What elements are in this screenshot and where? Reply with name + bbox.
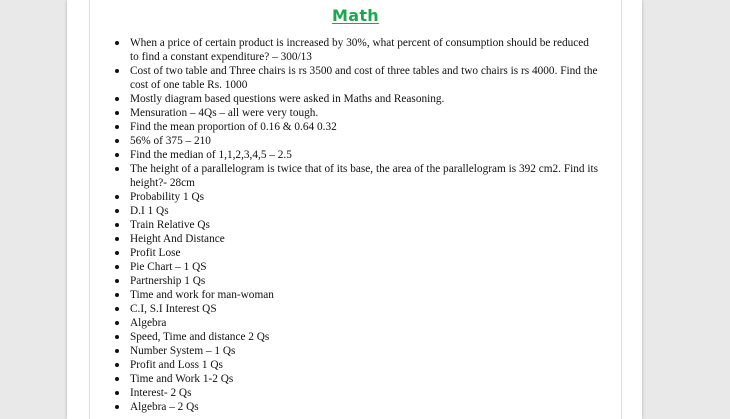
list-item: Algebra – 2 Qs — [130, 400, 600, 414]
list-item: 56% of 375 – 210 — [130, 134, 600, 148]
list-item: Height And Distance — [130, 232, 600, 246]
list-item: Interest- 2 Qs — [130, 386, 600, 400]
list-item: C.I, S.I Interest QS — [130, 302, 600, 316]
list-item: The height of a parallelogram is twice that of its base, the area of the parallelogram is 392 cm2. Find its height?- 28cm — [130, 163, 599, 189]
list-item: Profit and Loss 1 Qs — [130, 358, 600, 372]
list-item: Speed, Time and distance 2 Qs — [130, 330, 600, 344]
list-item: Mostly diagram based questions were asked in Maths and Reasoning. — [130, 92, 600, 106]
list-item: Algebra — [130, 316, 600, 330]
list-item: Time and work for man-woman — [130, 288, 600, 302]
document-page — [67, 0, 642, 419]
list-item: Number System – 1 Qs — [130, 344, 600, 358]
list-item: Find the mean proportion of 0.16 & 0.64 0.32 — [130, 120, 600, 134]
list-item: Profit Lose — [130, 246, 600, 260]
list-item: Probability 1 Qs — [130, 190, 600, 204]
list-item: Partnership 1 Qs — [130, 274, 600, 288]
list-item: Mensuration – 4Qs – all were very tough. — [130, 106, 600, 120]
list-item: Find the median of 1,1,2,3,4,5 – 2.5 — [130, 148, 600, 162]
document-title: Math — [332, 6, 379, 25]
list-item: Time and Work 1-2 Qs — [130, 372, 600, 386]
list-item: Train Relative Qs — [130, 218, 600, 232]
page-content — [89, 0, 622, 419]
list-item: When a price of certain product is increased by 30%, what percent of consumption should be reduced to find a constant expenditure? – 300/13 — [130, 36, 600, 64]
list-item: Cost of two table and Three chairs is rs 3500 and cost of three tables and two chairs is rs 4000. Find the cost of one table Rs. 1000 — [130, 64, 600, 92]
list-item: D.I 1 Qs — [130, 204, 600, 218]
list-item: Pie Chart – 1 QS — [130, 260, 600, 274]
bullet-list — [130, 36, 600, 414]
